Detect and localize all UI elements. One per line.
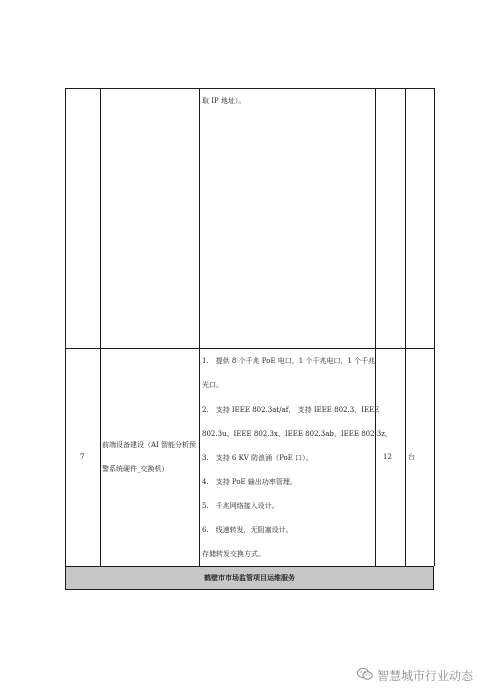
spec-line: 存储转发交换方式。 <box>202 550 265 558</box>
col-border-right <box>434 88 435 566</box>
spec-line: 1. 提供 8 个千兆 PoE 电口，1 个千兆电口，1 个千兆 <box>202 357 376 365</box>
item-name-line1: 前端设备建设（AI 智能分析预 <box>102 441 197 449</box>
col-border-3 <box>375 88 376 566</box>
section-header <box>65 566 434 590</box>
watermark-text: 智慧城市行业动态 <box>376 669 473 683</box>
col-border-1 <box>100 88 101 566</box>
item-name-line2: 警系统硬件_交换机） <box>102 465 169 473</box>
unit: 台 <box>408 453 415 461</box>
section-header-text: 鹤壁市市场监管项目运维服务 <box>204 574 295 582</box>
spec-line: 6. 线速转发，无阻塞设计。 <box>202 526 293 534</box>
spec-line: 5. 千兆网络接入设计。 <box>202 502 279 510</box>
wechat-icon <box>357 667 373 684</box>
spec-line: 802.3u、IEEE 802.3x、IEEE 802.3ab、IEEE 802.3z。 <box>202 430 392 438</box>
col-border-2 <box>199 88 200 566</box>
prev-row-spec-tail: 取 IP 地址）。 <box>202 97 246 105</box>
spec-line: 2. 支持 IEEE 802.3at/af， 支持 IEEE 802.3、IEEE <box>202 406 380 414</box>
col-border-4 <box>405 88 406 566</box>
quantity: 12 <box>383 453 392 461</box>
table-top-border <box>65 88 434 89</box>
watermark <box>357 667 473 684</box>
spec-line: 4. 支持 PoE 输出功率管理。 <box>202 478 297 486</box>
spec-line: 光口。 <box>202 381 223 389</box>
row-index: 7 <box>80 453 85 461</box>
row-divider <box>65 348 434 349</box>
col-border-left <box>65 88 66 566</box>
spec-line: 3. 支持 6 KV 防浪涌（PoE 口）。 <box>202 454 313 462</box>
